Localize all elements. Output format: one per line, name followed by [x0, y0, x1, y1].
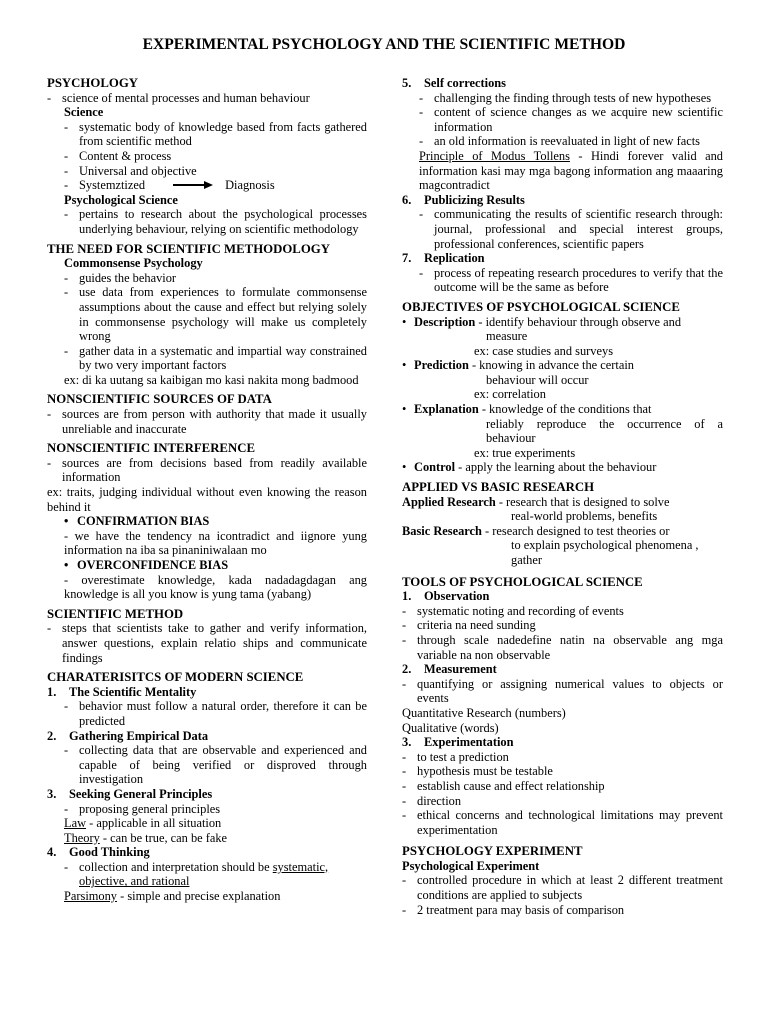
objective-continuation: behaviour will occur: [486, 372, 589, 387]
subheading-science: Science: [64, 105, 104, 120]
qualitative-line: Qualitative (words): [402, 720, 499, 735]
numbered-heading: 4. Good Thinking: [47, 845, 150, 860]
heading-psychology: PSYCHOLOGY: [47, 76, 139, 90]
list-item: - sources are from decisions based from readily available information: [47, 455, 367, 485]
list-item: - Systemztized Diagnosis: [64, 178, 275, 193]
objective-explanation: • Explanation - knowledge of the conditions that: [402, 402, 652, 417]
list-item: - pertains to research about the psychological processes underlying behaviour, relying on scientific methodology: [64, 207, 367, 236]
diagnosis-label: Diagnosis: [225, 178, 275, 193]
heading-experiment: PSYCHOLOGY EXPERIMENT: [402, 844, 583, 859]
list-item: - controlled procedure in which at least 2 different treatment conditions are applied to subjects: [402, 873, 723, 903]
heading-characteristics: CHARATERISITCS OF MODERN SCIENCE: [47, 670, 304, 685]
theory-line: Theory - can be true, can be fake: [64, 830, 228, 845]
right-column: [402, 76, 723, 917]
law-line: Law - applicable in all situation: [64, 816, 222, 831]
subheading-psychological-experiment: Psychological Experiment: [402, 858, 540, 873]
list-item: - guides the behavior: [64, 270, 177, 285]
list-item: - to test a prediction: [402, 749, 509, 764]
objective-continuation: reliably reproduce the occurrence of a behaviour: [486, 416, 723, 446]
list-item: - criteria na need sunding: [402, 618, 536, 633]
arrow-right-icon: [173, 180, 213, 190]
numbered-heading: 2. Gathering Empirical Data: [47, 728, 209, 743]
list-item: - science of mental processes and human behaviour: [47, 90, 310, 105]
list-item: - sources are from person with authority that made it usually unreliable and inaccurate: [47, 407, 367, 436]
heading-nonscientific-sources: NONSCIENTIFIC SOURCES OF DATA: [47, 392, 272, 407]
applied-continuation: real-world problems, benefits: [511, 509, 658, 524]
objective-control: • Control - apply the learning about the behaviour: [402, 460, 657, 475]
list-item: - communicating the results of scientific research through: journal, professional and special interest groups, professional conferences, scientific papers: [419, 207, 723, 251]
list-item: - quantifying or assigning numerical values to objects or events: [402, 676, 723, 706]
subheading-commonsense: Commonsense Psychology: [64, 256, 203, 271]
list-item: - through scale nadedefine natin na observable ang mga variable na non observable: [402, 632, 723, 662]
example-text: ex: correlation: [474, 387, 546, 402]
quantitative-line: Quantitative Research (numbers): [402, 705, 566, 720]
list-item: - 2 treatment para may basis of comparison: [402, 902, 625, 917]
list-item: - challenging the finding through tests of new hypotheses: [419, 90, 712, 105]
numbered-heading: 1. Observation: [402, 589, 490, 604]
left-column: [47, 76, 367, 904]
list-item: - establish cause and effect relationship: [402, 778, 605, 793]
bullet-confirmation-bias: • CONFIRMATION BIAS: [64, 514, 210, 529]
list-item: - process of repeating research procedures to verify that the outcome will be the same as before: [419, 265, 723, 295]
list-item: - systematic body of knowledge based from facts gathered from scientific method: [64, 119, 367, 149]
basic-research-line: Basic Research - research designed to test theories or: [402, 523, 670, 538]
heading-objectives: OBJECTIVES OF PSYCHOLOGICAL SCIENCE: [402, 299, 680, 314]
heading-nonscientific-interference: NONSCIENTIFIC INTERFERENCE: [47, 441, 255, 456]
example-text: ex: di ka uutang sa kaibigan mo kasi nakita mong badmood: [64, 372, 359, 387]
list-item: - content of science changes as we acquire new scientific information: [419, 105, 723, 134]
list-item: - direction: [402, 793, 462, 808]
numbered-heading: 7. Replication: [402, 251, 485, 266]
list-item: - systematic noting and recording of events: [402, 603, 624, 618]
example-text: ex: case studies and surveys: [474, 343, 614, 358]
heading-need: THE NEED FOR SCIENTIFIC METHODOLOGY: [47, 241, 330, 256]
numbered-heading: 3. Experimentation: [402, 735, 514, 750]
heading-tools: TOOLS OF PSYCHOLOGICAL SCIENCE: [402, 574, 643, 589]
definition-text: - overestimate knowledge, kada nadadagdagan ang knowledge is all you know is yung tama (yabang): [64, 572, 367, 602]
heading-applied-basic: APPLIED VS BASIC RESEARCH: [402, 480, 595, 495]
list-item: - collecting data that are observable and experienced and capable of being verified or disproved through investigation: [64, 743, 367, 787]
bullet-overconfidence-bias: • OVERCONFIDENCE BIAS: [64, 558, 229, 572]
objective-continuation: measure: [486, 329, 528, 344]
list-item: - steps that scientists take to gather and verify information, answer questions, explain relatio ships and communicate findings: [47, 621, 367, 665]
list-item: - gather data in a systematic and impartial way constrained by two very important factors: [64, 343, 367, 373]
heading-scientific-method: SCIENTIFIC METHOD: [47, 606, 184, 621]
list-item: - hypothesis must be testable: [402, 764, 553, 779]
list-item: - Universal and objective: [64, 163, 197, 178]
numbered-heading: 3. Seeking General Principles: [47, 786, 213, 801]
objective-description: • Description - identify behaviour through observe and: [402, 314, 682, 329]
list-item: - Content & process: [64, 148, 172, 163]
page-title: EXPERIMENTAL PSYCHOLOGY AND THE SCIENTIFIC METHOD: [142, 36, 626, 53]
numbered-heading: 1. The Scientific Mentality: [47, 684, 197, 699]
numbered-heading: 2. Measurement: [402, 662, 497, 677]
definition-text: - we have the tendency na icontradict and iignore yung information na iba sa pinaniniwalaan mo: [64, 528, 367, 558]
applied-research-line: Applied Research - research that is designed to solve: [402, 494, 670, 509]
example-text: ex: traits, judging individual without even knowing the reason behind it: [47, 485, 367, 514]
numbered-heading: 5. Self corrections: [402, 76, 507, 90]
list-item: - proposing general principles: [64, 801, 221, 816]
list-item: - behavior must follow a natural order, therefore it can be predicted: [64, 699, 367, 728]
list-item: - an old information is reevaluated in light of new facts: [419, 134, 700, 149]
example-text: ex: true experiments: [474, 445, 576, 460]
objective-prediction: • Prediction - knowing in advance the certain: [402, 358, 634, 373]
list-item: - ethical concerns and technological limitations may prevent experimentation: [402, 808, 723, 837]
list-item: - use data from experiences to formulate commonsense assumptions about the cause and effect but relying solely in commonsense psychology will make us completely wrong: [64, 285, 367, 344]
list-item: - collection and interpretation should be systematic, objective, and rational: [64, 859, 329, 889]
numbered-heading: 6. Publicizing Results: [402, 192, 525, 207]
parsimony-line: Parsimony - simple and precise explanation: [64, 889, 281, 904]
subheading-psychological-science: Psychological Science: [64, 192, 178, 207]
modus-tollens-line: Principle of Modus Tollens - Hindi forever valid and information kasi may mga bagong information ang maaaring magcontradict: [419, 148, 723, 193]
basic-continuation: to explain psychological phenomena , gather: [511, 538, 699, 567]
